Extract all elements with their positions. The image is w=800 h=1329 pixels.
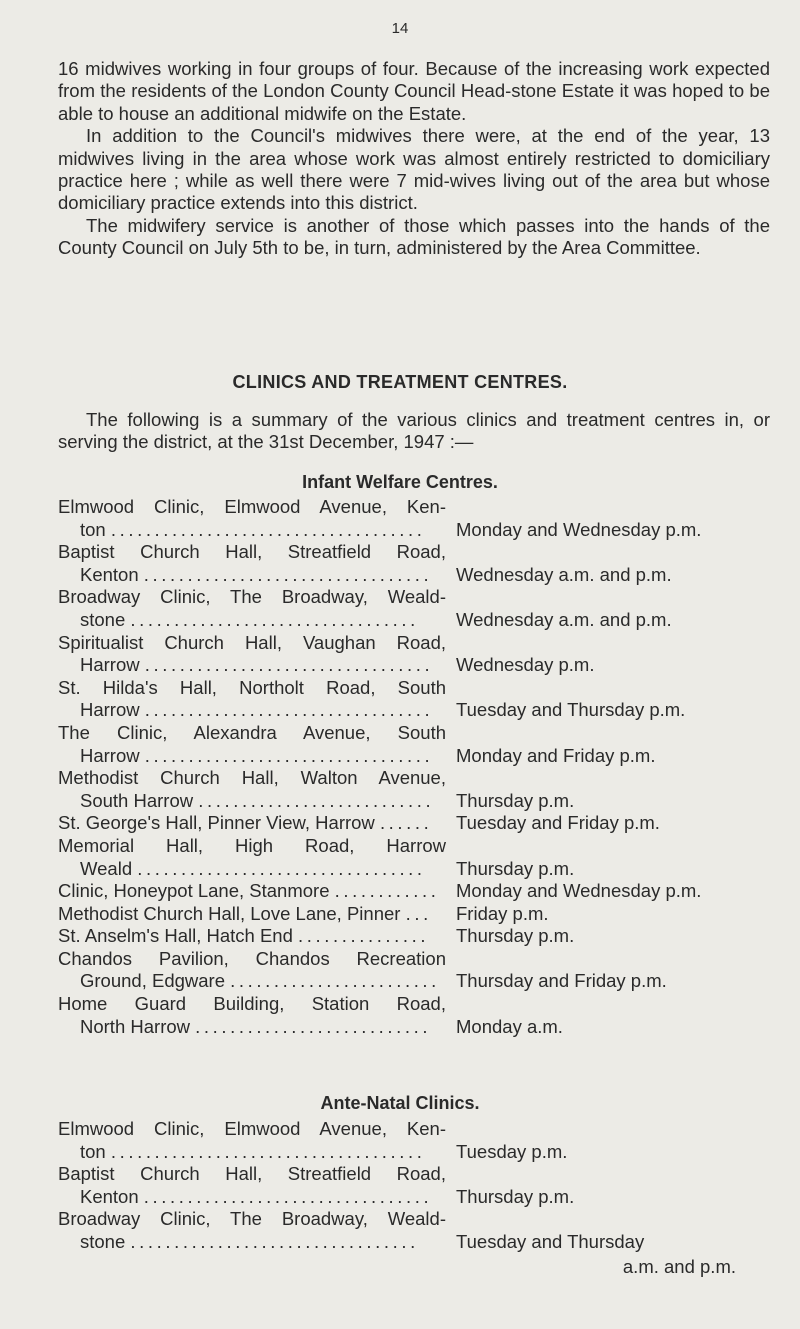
clinic-schedule: Thursday and Friday p.m. <box>456 970 667 992</box>
location-text: Ground, Edgware <box>80 970 226 992</box>
location-text: St. Anselm's Hall, Hatch End <box>58 925 293 947</box>
leader-dots: ................................. <box>137 857 426 879</box>
location-text: Clinic, Honeypot Lane, Stanmore <box>58 880 330 902</box>
leader-dots: ................................. <box>144 699 434 721</box>
clinic-schedule: Monday a.m. <box>456 1015 563 1037</box>
intro-text <box>58 409 770 454</box>
location-text: Harrow <box>80 744 140 766</box>
location-text: ton <box>80 1140 106 1162</box>
intro-paragraph: The following is a summary of the various clinics and treatment centres in, or serving the district, at the 31st December, 1947 :— <box>58 409 770 453</box>
clinic-schedule: Tuesday p.m. <box>456 1140 568 1162</box>
leader-dots: ................................. <box>130 608 419 630</box>
clinic-location <box>58 496 446 541</box>
location-text: Chandos Pavilion, Chandos Recreation <box>58 947 446 969</box>
clinic-entry <box>58 722 778 767</box>
clinic-entry <box>58 993 778 1038</box>
location-text: Memorial Hall, High Road, Harrow <box>58 834 446 856</box>
infant-welfare-heading: Infant Welfare Centres. <box>302 472 498 492</box>
location-text: Kenton <box>80 563 139 585</box>
location-text: Broadway Clinic, The Broadway, Weald- <box>58 586 446 608</box>
location-text: Methodist Church Hall, Love Lane, Pinner <box>58 902 401 924</box>
clinic-location <box>58 903 446 926</box>
location-text: stone <box>80 608 126 630</box>
ante-natal-heading: Ante-Natal Clinics. <box>320 1093 480 1113</box>
clinic-entry <box>58 1163 778 1208</box>
clinic-schedule: Thursday p.m. <box>456 789 575 811</box>
leader-dots: ...... <box>379 812 433 834</box>
clinic-entry <box>58 835 778 880</box>
leader-dots: ............... <box>298 925 430 947</box>
clinic-entry <box>58 1118 778 1163</box>
location-text: Elmwood Clinic, Elmwood Avenue, Ken- <box>58 1118 446 1139</box>
clinic-schedule: Thursday p.m. <box>456 1185 575 1207</box>
location-text: Methodist Church Hall, Walton Avenue, <box>58 767 446 789</box>
clinic-schedule-continued: a.m. and p.m. <box>622 1255 736 1277</box>
paragraph: 16 midwives working in four groups of four. Because of the increasing work expected from the residents of the London County Council Head-stone Estate it was hoped to be able to house an additional midwife on the Estate. <box>58 58 770 124</box>
clinic-schedule: Wednesday a.m. and p.m. <box>456 608 672 630</box>
section-heading: CLINICS AND TREATMENT CENTRES. <box>232 372 568 392</box>
location-text: Broadway Clinic, The Broadway, Weald- <box>58 1208 446 1230</box>
leader-dots: ................................. <box>143 1185 433 1207</box>
clinic-schedule: Wednesday p.m. <box>456 654 595 676</box>
leader-dots: ................................. <box>130 1230 419 1252</box>
clinic-entry <box>58 632 778 677</box>
clinic-location <box>58 1163 446 1208</box>
clinic-schedule: Tuesday and Friday p.m. <box>456 812 660 834</box>
clinic-schedule: Thursday p.m. <box>456 925 575 947</box>
ante-natal-list <box>58 1118 778 1276</box>
leader-dots: ........................... <box>195 1015 432 1037</box>
infant-welfare-list <box>58 496 778 1038</box>
clinic-location <box>58 586 446 631</box>
clinic-schedule: Monday and Wednesday p.m. <box>456 518 702 540</box>
clinic-location <box>58 1208 446 1253</box>
leader-dots: ................................. <box>144 744 434 766</box>
clinic-location <box>58 948 446 993</box>
location-text: Baptist Church Hall, Streatfield Road, <box>58 541 446 563</box>
location-text: Elmwood Clinic, Elmwood Avenue, Ken- <box>58 496 446 517</box>
paragraph: The midwifery service is another of those which passes into the hands of the County Council on July 5th to be, in turn, administered by the Area Committee. <box>58 214 770 259</box>
location-text: Spiritualist Church Hall, Vaughan Road, <box>58 631 446 653</box>
location-text: St. Hilda's Hall, Northolt Road, South <box>58 676 446 698</box>
leader-dots: ................................. <box>144 654 434 676</box>
clinic-entry <box>58 925 778 948</box>
clinic-schedule: Tuesday and Thursday p.m. <box>456 699 686 721</box>
clinic-location <box>58 632 446 677</box>
clinic-entry <box>58 767 778 812</box>
clinic-location <box>58 722 446 767</box>
clinic-schedule: Wednesday a.m. and p.m. <box>456 563 672 585</box>
page-number: 14 <box>391 20 409 37</box>
location-text: Home Guard Building, Station Road, <box>58 993 446 1015</box>
clinic-schedule: Monday and Wednesday p.m. <box>456 880 702 902</box>
location-text: ton <box>80 518 106 540</box>
location-text: St. George's Hall, Pinner View, Harrow <box>58 812 375 834</box>
clinic-entry <box>58 812 778 835</box>
clinic-location <box>58 677 446 722</box>
leader-dots: .................................... <box>110 1140 426 1162</box>
clinic-location <box>58 993 446 1038</box>
clinic-entry <box>58 948 778 993</box>
location-text: Kenton <box>80 1185 139 1207</box>
location-text: North Harrow <box>80 1015 190 1037</box>
clinic-location <box>58 1118 446 1163</box>
clinic-location <box>58 925 446 948</box>
location-text: The Clinic, Alexandra Avenue, South <box>58 721 446 743</box>
leader-dots: ........................ <box>230 970 440 992</box>
leader-dots: ............ <box>334 880 440 902</box>
leader-dots: .................................... <box>110 518 426 540</box>
body-text <box>58 58 770 260</box>
clinic-entry <box>58 586 778 631</box>
clinic-location <box>58 767 446 812</box>
clinic-location <box>58 812 446 835</box>
location-text: Weald <box>80 857 133 879</box>
clinic-entry <box>58 541 778 586</box>
clinic-schedule: Monday and Friday p.m. <box>456 744 656 766</box>
leader-dots: ................................. <box>143 563 433 585</box>
clinic-schedule: Thursday p.m. <box>456 857 575 879</box>
clinic-entry <box>58 677 778 722</box>
location-text: Harrow <box>80 654 140 676</box>
clinic-location <box>58 541 446 586</box>
clinic-entry <box>58 903 778 926</box>
location-text: Baptist Church Hall, Streatfield Road, <box>58 1163 446 1185</box>
paragraph: In addition to the Council's midwives there were, at the end of the year, 13 midwives living in the area whose work was almost entirely restricted to domiciliary practice here ; while as well there were 7 mid-wives living out of the area but whose domiciliary practice extends into this district. <box>58 125 770 214</box>
clinic-schedule: Tuesday and Thursday <box>456 1230 645 1252</box>
leader-dots: ... <box>405 902 432 924</box>
clinic-entry <box>58 880 778 903</box>
location-text: South Harrow <box>80 789 194 811</box>
clinic-entry <box>58 1208 778 1276</box>
location-text: stone <box>80 1230 126 1252</box>
clinic-location <box>58 880 446 903</box>
clinic-location <box>58 835 446 880</box>
leader-dots: ........................... <box>198 789 435 811</box>
clinic-entry <box>58 496 778 541</box>
clinic-schedule: Friday p.m. <box>456 902 549 924</box>
location-text: Harrow <box>80 699 140 721</box>
